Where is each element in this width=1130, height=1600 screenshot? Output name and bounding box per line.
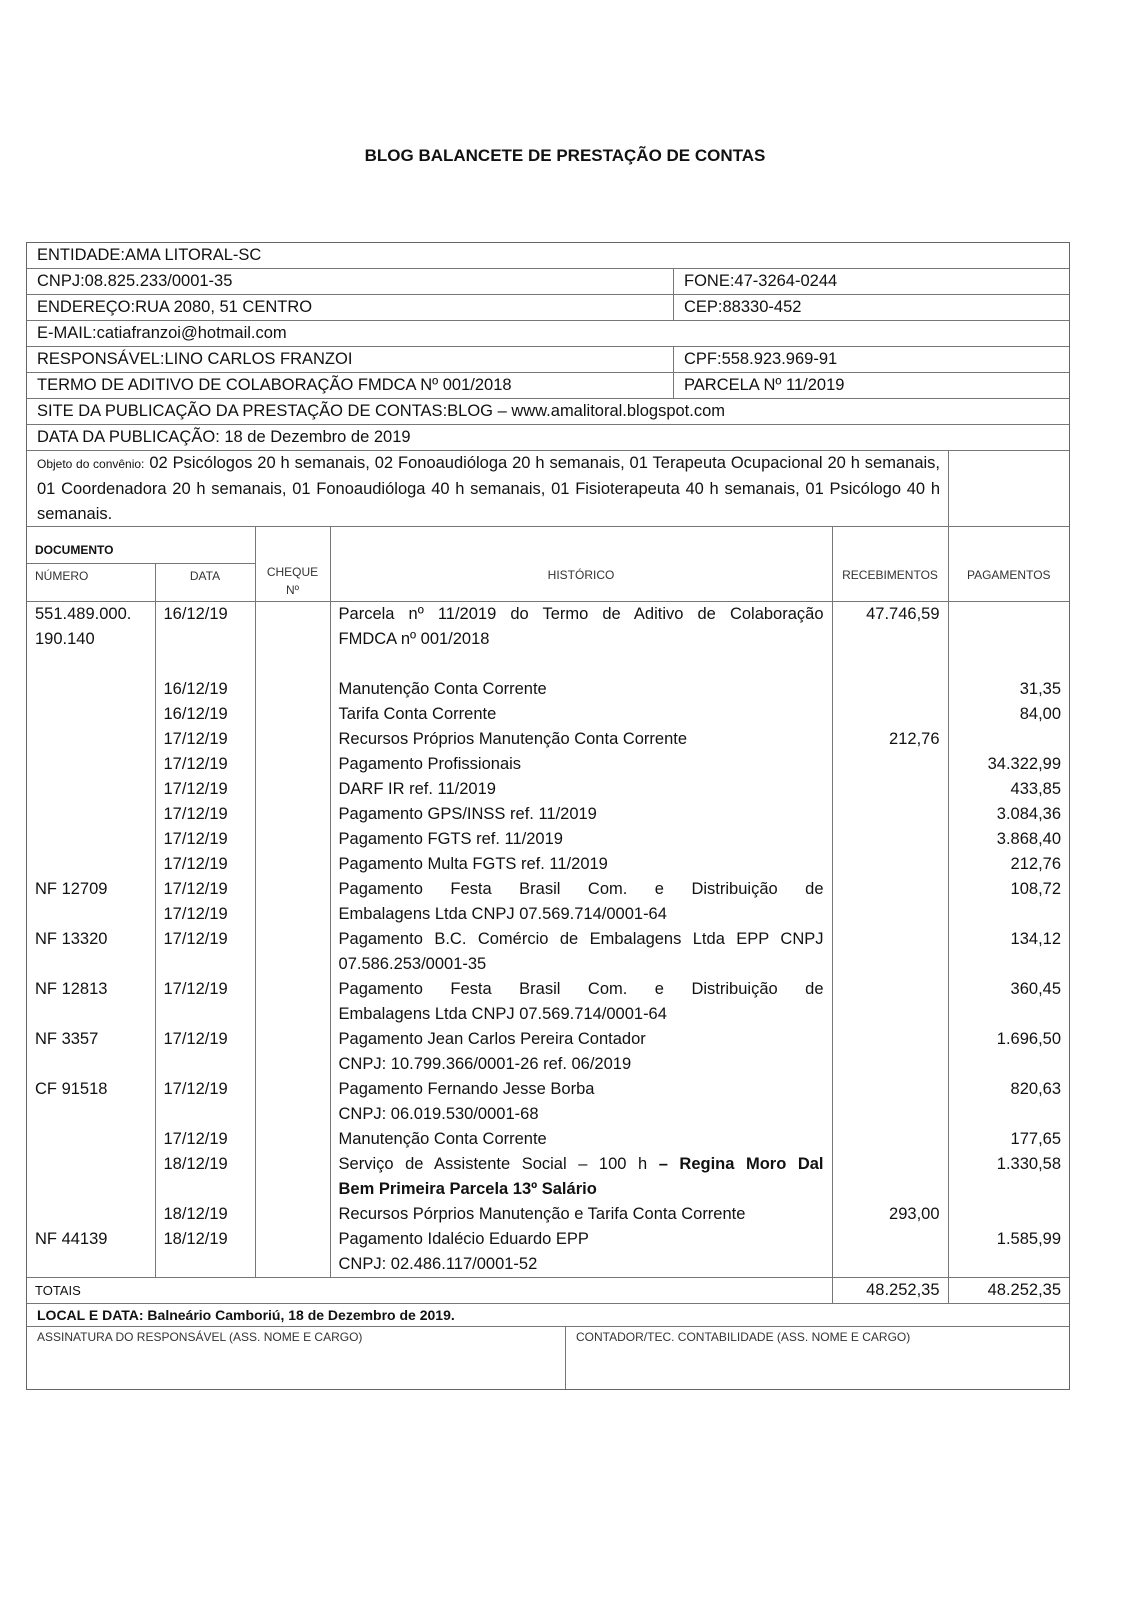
cell-cheque [255,1227,330,1252]
col-recebimentos: RECEBIMENTOS [832,527,948,602]
cell-pagamentos: 108,72 [948,877,1069,902]
cell-cheque [255,902,330,927]
cell-numero [27,727,155,752]
cell-numero: NF 3357 [35,1030,99,1048]
table-row [27,902,1069,927]
cell-recebimentos [832,1027,948,1052]
cell-cheque [255,627,330,652]
cell-historico: Manutenção Conta Corrente [330,677,832,702]
form-frame [26,242,1070,1390]
cell-data: 17/12/19 [155,1077,255,1102]
cell-data: 16/12/19 [155,702,255,727]
cell-recebimentos [832,927,948,952]
local-e-data: LOCAL E DATA: Balneário Camboriú, 18 de Dezembro de 2019. [27,1304,1069,1327]
table-row [27,1127,1069,1152]
cell-numero [27,752,155,777]
cell-data: 17/12/19 [155,977,255,1002]
parcela: PARCELA Nº 11/2019 [684,376,845,394]
cell-pagamentos [948,727,1069,752]
cell-pagamentos: 34.322,99 [948,752,1069,777]
cell-numero: 190.140 [35,630,95,648]
cell-data: 16/12/19 [155,677,255,702]
cell-recebimentos [832,652,948,677]
cell-historico: Pagamento Idalécio Eduardo EPP [330,1227,832,1252]
cell-cheque [255,952,330,977]
cell-cheque [255,652,330,677]
cpf: CPF:558.923.969-91 [684,350,838,368]
cell-numero [27,1152,155,1177]
cell-pagamentos: 1.585,99 [948,1227,1069,1252]
cell-data [155,1252,255,1278]
cell-numero: NF 44139 [35,1230,108,1248]
cell-pagamentos: 31,35 [948,677,1069,702]
cell-historico: Manutenção Conta Corrente [330,1127,832,1152]
cnpj: CNPJ:08.825.233/0001-35 [27,269,674,294]
cell-cheque [255,752,330,777]
cell-pagamentos [948,602,1069,628]
cell-pagamentos [948,1002,1069,1027]
cell-numero [27,677,155,702]
table-row [27,852,1069,877]
objeto-text: 02 Psicólogos 20 h semanais, 02 Fonoaudióloga 20 h semanais, 01 Terapeuta Ocupacional 20 h semanais, 01 Coordenadora 20 h semanais, 01 Fonoaudióloga 40 h semanais, 01 Fisioterapeuta 40 h semanais, 01 Psicólogo 40 h semanais. [37,454,941,523]
cell-cheque [255,1202,330,1227]
cell-cheque [255,777,330,802]
cell-recebimentos [832,702,948,727]
cell-recebimentos [832,1052,948,1077]
table-row [27,627,1069,652]
total-pagamentos: 48.252,35 [948,1278,1069,1304]
cell-pagamentos: 84,00 [948,702,1069,727]
cell-data: 17/12/19 [155,1027,255,1052]
cell-cheque [255,852,330,877]
table-row [27,802,1069,827]
cell-recebimentos: 212,76 [832,727,948,752]
total-recebimentos: 48.252,35 [832,1278,948,1304]
cell-recebimentos [832,1227,948,1252]
cell-recebimentos [832,802,948,827]
cell-historico: Pagamento Profissionais [330,752,832,777]
cell-data: 18/12/19 [155,1227,255,1252]
cell-pagamentos: 820,63 [948,1077,1069,1102]
table-row [27,827,1069,852]
cell-data [155,1177,255,1202]
cell-recebimentos: 47.746,59 [832,602,948,628]
cell-pagamentos: 1.696,50 [948,1027,1069,1052]
cell-data: 17/12/19 [155,752,255,777]
table-row [27,877,1069,902]
cell-pagamentos [948,902,1069,927]
cell-data: 17/12/19 [155,877,255,902]
table-row [27,702,1069,727]
cell-historico: Tarifa Conta Corrente [330,702,832,727]
cell-data [155,652,255,677]
cell-pagamentos: 177,65 [948,1127,1069,1152]
cell-historico: Pagamento FGTS ref. 11/2019 [330,827,832,852]
entidade: ENTIDADE:AMA LITORAL-SC [37,246,262,264]
cell-cheque [255,927,330,952]
endereco: ENDEREÇO:RUA 2080, 51 CENTRO [27,295,674,320]
table-row [27,602,1069,628]
cell-cheque [255,702,330,727]
cell-data [155,627,255,652]
cell-numero [27,827,155,852]
cell-pagamentos: 1.330,58 [948,1152,1069,1177]
cell-recebimentos [832,852,948,877]
cell-numero [27,902,155,927]
cell-pagamentos [948,1202,1069,1227]
cell-historico: Pagamento Festa Brasil Com. e Distribuição de [330,877,832,902]
cell-recebimentos [832,1102,948,1127]
fone: FONE:47-3264-0244 [684,272,838,290]
table-row [27,1002,1069,1027]
cell-cheque [255,1052,330,1077]
responsavel: RESPONSÁVEL:LINO CARLOS FRANZOI [27,347,674,372]
cell-historico: Pagamento B.C. Comércio de Embalagens Ltda EPP CNPJ [330,927,832,952]
cell-historico: Pagamento GPS/INSS ref. 11/2019 [330,802,832,827]
cell-cheque [255,1077,330,1102]
col-historico: HISTÓRICO [330,527,832,602]
cell-recebimentos [832,1077,948,1102]
document-title: BLOG BALANCETE DE PRESTAÇÃO DE CONTAS [364,146,766,165]
cell-recebimentos [832,1252,948,1278]
cell-recebimentos [832,952,948,977]
cell-recebimentos [832,1152,948,1177]
cell-historico: DARF IR ref. 11/2019 [330,777,832,802]
cell-data: 17/12/19 [155,852,255,877]
cell-historico: Pagamento Multa FGTS ref. 11/2019 [330,852,832,877]
table-row [27,1252,1069,1278]
cell-cheque [255,1002,330,1027]
cell-historico: 07.586.253/0001-35 [330,952,832,977]
cell-numero: 551.489.000. [35,605,132,623]
col-numero: NÚMERO [35,569,89,583]
table-row [27,1227,1069,1252]
cell-numero: NF 12709 [35,880,108,898]
cell-numero: NF 13320 [35,930,108,948]
cell-pagamentos: 3.868,40 [948,827,1069,852]
cell-data: 17/12/19 [155,927,255,952]
cell-numero [27,652,155,677]
cell-historico [330,652,832,677]
cell-data [155,1102,255,1127]
cell-historico: Pagamento Festa Brasil Com. e Distribuição de [330,977,832,1002]
cell-pagamentos [948,652,1069,677]
cell-cheque [255,1152,330,1177]
cell-data [155,1002,255,1027]
cell-numero [27,777,155,802]
cell-data: 17/12/19 [155,777,255,802]
transactions-table [27,527,1069,1304]
cell-historico: Embalagens Ltda CNPJ 07.569.714/0001-64 [330,902,832,927]
table-row [27,677,1069,702]
cell-numero [27,802,155,827]
cell-historico: FMDCA nº 001/2018 [330,627,832,652]
cep: CEP:88330-452 [684,298,802,316]
cell-numero [27,1102,155,1127]
cell-numero [27,1127,155,1152]
termo: TERMO DE ADITIVO DE COLABORAÇÃO FMDCA Nº 001/2018 [27,373,674,398]
historico-bold: Bem Primeira Parcela 13º Salário [338,1180,597,1198]
cell-recebimentos [832,777,948,802]
cell-cheque [255,802,330,827]
cell-numero [27,1052,155,1077]
totais-label: TOTAIS [27,1278,832,1304]
cell-numero [27,1252,155,1278]
objeto-label: Objeto do convênio: [37,457,145,471]
cell-historico [330,1177,832,1202]
col-data: DATA [155,564,255,602]
cell-numero: NF 12813 [35,980,108,998]
cell-pagamentos [948,1102,1069,1127]
cell-pagamentos [948,1252,1069,1278]
cell-data: 17/12/19 [155,1127,255,1152]
cell-data: 16/12/19 [155,602,255,628]
cell-recebimentos [832,877,948,902]
cell-pagamentos [948,952,1069,977]
table-row [27,927,1069,952]
cell-pagamentos: 360,45 [948,977,1069,1002]
cell-recebimentos [832,752,948,777]
cell-recebimentos [832,977,948,1002]
cell-data [155,1052,255,1077]
cell-cheque [255,1127,330,1152]
cell-pagamentos: 433,85 [948,777,1069,802]
cell-historico: Pagamento Jean Carlos Pereira Contador [330,1027,832,1052]
cell-data: 17/12/19 [155,802,255,827]
table-row [27,652,1069,677]
cell-cheque [255,602,330,628]
cell-numero: CF 91518 [35,1080,108,1098]
table-row [27,777,1069,802]
cell-recebimentos: 293,00 [832,1202,948,1227]
cell-numero [27,702,155,727]
cell-numero [27,952,155,977]
cell-recebimentos [832,1002,948,1027]
cell-numero [27,1202,155,1227]
cell-numero [27,1002,155,1027]
cell-historico: Pagamento Fernando Jesse Borba [330,1077,832,1102]
cell-cheque [255,727,330,752]
cell-recebimentos [832,902,948,927]
cell-historico: Recursos Pórprios Manutenção e Tarifa Conta Corrente [330,1202,832,1227]
cell-historico: CNPJ: 02.486.117/0001-52 [330,1252,832,1278]
site: SITE DA PUBLICAÇÃO DA PRESTAÇÃO DE CONTAS:BLOG – www.amalitoral.blogspot.com [37,402,726,420]
cell-data [155,952,255,977]
cell-cheque [255,1102,330,1127]
email: E-MAIL:catiafranzoi@hotmail.com [37,324,287,342]
cell-recebimentos [832,827,948,852]
col-documento: DOCUMENTO [27,527,255,564]
cell-cheque [255,827,330,852]
cell-historico: Embalagens Ltda CNPJ 07.569.714/0001-64 [330,1002,832,1027]
table-row [27,727,1069,752]
cell-cheque [255,977,330,1002]
data-publicacao: DATA DA PUBLICAÇÃO: 18 de Dezembro de 2019 [37,428,411,446]
cell-pagamentos: 3.084,36 [948,802,1069,827]
historico-bold: – Regina Moro Dal [658,1155,824,1173]
table-row [27,1077,1069,1102]
objeto-convenio [27,451,949,526]
cell-data: 17/12/19 [155,727,255,752]
cell-numero [27,1177,155,1202]
cell-historico: CNPJ: 06.019.530/0001-68 [330,1102,832,1127]
cell-pagamentos: 134,12 [948,927,1069,952]
table-row [27,952,1069,977]
col-pagamentos: PAGAMENTOS [948,527,1069,602]
cell-data: 17/12/19 [155,827,255,852]
assinatura-contador: CONTADOR/TEC. CONTABILIDADE (ASS. NOME E CARGO) [576,1330,911,1344]
table-row [27,1102,1069,1127]
table-row [27,1152,1069,1177]
cell-pagamentos [948,1177,1069,1202]
cell-recebimentos [832,1127,948,1152]
col-cheque: CHEQUE Nº [255,527,330,602]
table-row [27,1202,1069,1227]
cell-cheque [255,1177,330,1202]
table-row [27,1052,1069,1077]
cell-cheque [255,677,330,702]
cell-cheque [255,1027,330,1052]
cell-pagamentos [948,1052,1069,1077]
table-row [27,977,1069,1002]
cell-pagamentos: 212,76 [948,852,1069,877]
cell-data: 18/12/19 [155,1152,255,1177]
cell-data: 18/12/19 [155,1202,255,1227]
cell-recebimentos [832,677,948,702]
cell-historico: Parcela nº 11/2019 do Termo de Aditivo de Colaboração [330,602,832,628]
cell-cheque [255,877,330,902]
cell-historico: CNPJ: 10.799.366/0001-26 ref. 06/2019 [330,1052,832,1077]
cell-historico: Recursos Próprios Manutenção Conta Corrente [330,727,832,752]
cell-pagamentos [948,627,1069,652]
table-row [27,1027,1069,1052]
table-row [27,1177,1069,1202]
assinatura-responsavel: ASSINATURA DO RESPONSÁVEL (ASS. NOME E CARGO) [27,1327,566,1389]
cell-data: 17/12/19 [155,902,255,927]
cell-historico: Serviço de Assistente Social – 100 h – Regina Moro Dal [330,1152,832,1177]
cell-recebimentos [832,1177,948,1202]
cell-cheque [255,1252,330,1278]
cell-recebimentos [832,627,948,652]
table-row [27,752,1069,777]
cell-numero [27,852,155,877]
